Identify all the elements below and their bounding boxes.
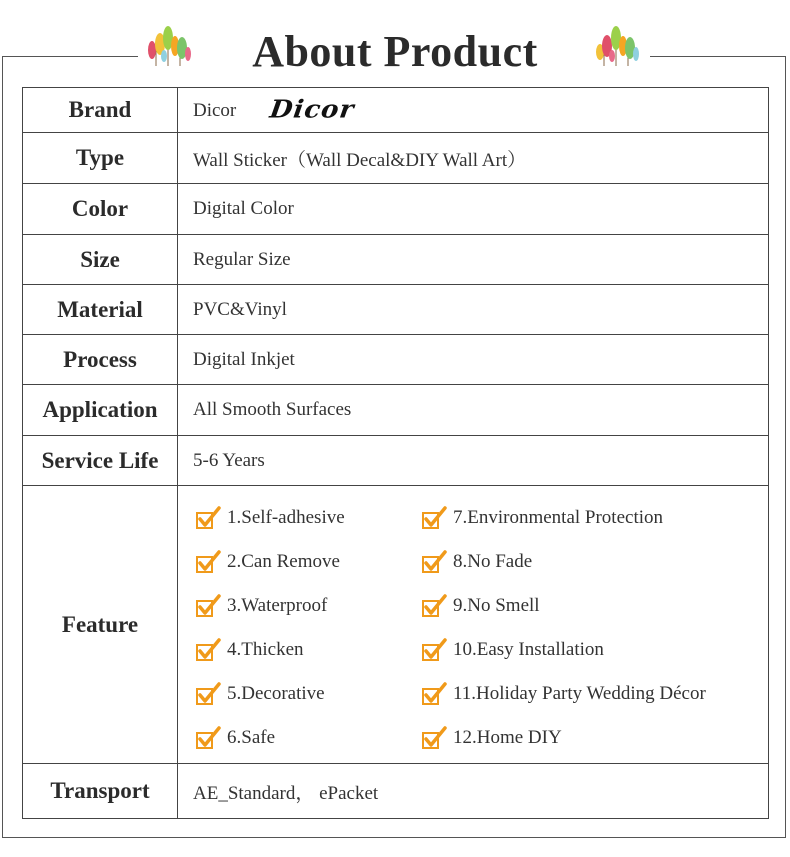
checkmark-icon [421, 505, 447, 531]
feature-item [195, 584, 421, 628]
row-label: Feature [23, 486, 178, 764]
row-value: PVC&Vinyl [178, 285, 769, 335]
row-value: Regular Size [178, 235, 769, 285]
row-label: Transport [23, 764, 178, 819]
table-row [23, 285, 769, 335]
row-label: Material [23, 285, 178, 335]
row-value: AE_Standard， ePacket [178, 764, 769, 819]
row-label: Application [23, 385, 178, 436]
feature-item [421, 716, 706, 760]
feature-text: 4.Thicken [227, 638, 304, 660]
feature-text: 12.Home DIY [453, 726, 562, 748]
feature-item [421, 672, 706, 716]
feature-list [178, 486, 769, 764]
feature-text: 9.No Smell [453, 594, 540, 616]
row-label: Process [23, 335, 178, 385]
feature-item [195, 716, 421, 760]
table-row [23, 764, 769, 819]
row-label: Size [23, 235, 178, 285]
spec-table [22, 87, 769, 819]
feature-item [421, 584, 706, 628]
feature-item [195, 672, 421, 716]
row-label: Color [23, 184, 178, 235]
table-row [23, 486, 769, 764]
row-value: Digital Color [178, 184, 769, 235]
feature-item [421, 628, 706, 672]
row-label: Type [23, 133, 178, 184]
checkmark-icon [195, 681, 221, 707]
checkmark-icon [421, 549, 447, 575]
checkmark-icon [421, 681, 447, 707]
brand-value: Dicor [193, 100, 237, 121]
row-value: 5-6 Years [178, 436, 769, 486]
checkmark-icon [195, 505, 221, 531]
row-value: All Smooth Surfaces [178, 385, 769, 436]
feature-item [195, 496, 421, 540]
feature-text: 10.Easy Installation [453, 638, 604, 660]
table-row [23, 335, 769, 385]
page-title: About Product [252, 27, 538, 76]
row-value: Wall Sticker（Wall Decal&DIY Wall Art） [178, 133, 769, 184]
brand-logo: Dicor [268, 95, 357, 125]
feature-column-2 [421, 496, 706, 760]
checkmark-icon [421, 593, 447, 619]
checkmark-icon [421, 637, 447, 663]
feature-text: 11.Holiday Party Wedding Décor [453, 682, 706, 704]
feature-text: 7.Environmental Protection [453, 506, 664, 528]
row-value: Digital Inkjet [178, 335, 769, 385]
checkmark-icon [195, 637, 221, 663]
feature-item [195, 628, 421, 672]
feature-column-1 [195, 496, 421, 760]
feature-item [195, 540, 421, 584]
checkmark-icon [195, 593, 221, 619]
table-row [23, 88, 769, 133]
checkmark-icon [195, 725, 221, 751]
feature-text: 6.Safe [227, 726, 276, 748]
checkmark-icon [195, 549, 221, 575]
feature-text: 3.Waterproof [227, 594, 328, 616]
feature-item [421, 540, 706, 584]
row-value [178, 88, 769, 133]
feature-text: 8.No Fade [453, 550, 533, 572]
feature-text: 5.Decorative [227, 682, 325, 704]
row-label: Service Life [23, 436, 178, 486]
feature-text: 2.Can Remove [227, 550, 340, 572]
table-row [23, 436, 769, 486]
table-row [23, 235, 769, 285]
checkmark-icon [421, 725, 447, 751]
table-row [23, 133, 769, 184]
table-row [23, 184, 769, 235]
feature-text: 1.Self-adhesive [227, 506, 345, 528]
row-label: Brand [23, 88, 178, 133]
feature-item [421, 496, 706, 540]
table-row [23, 385, 769, 436]
